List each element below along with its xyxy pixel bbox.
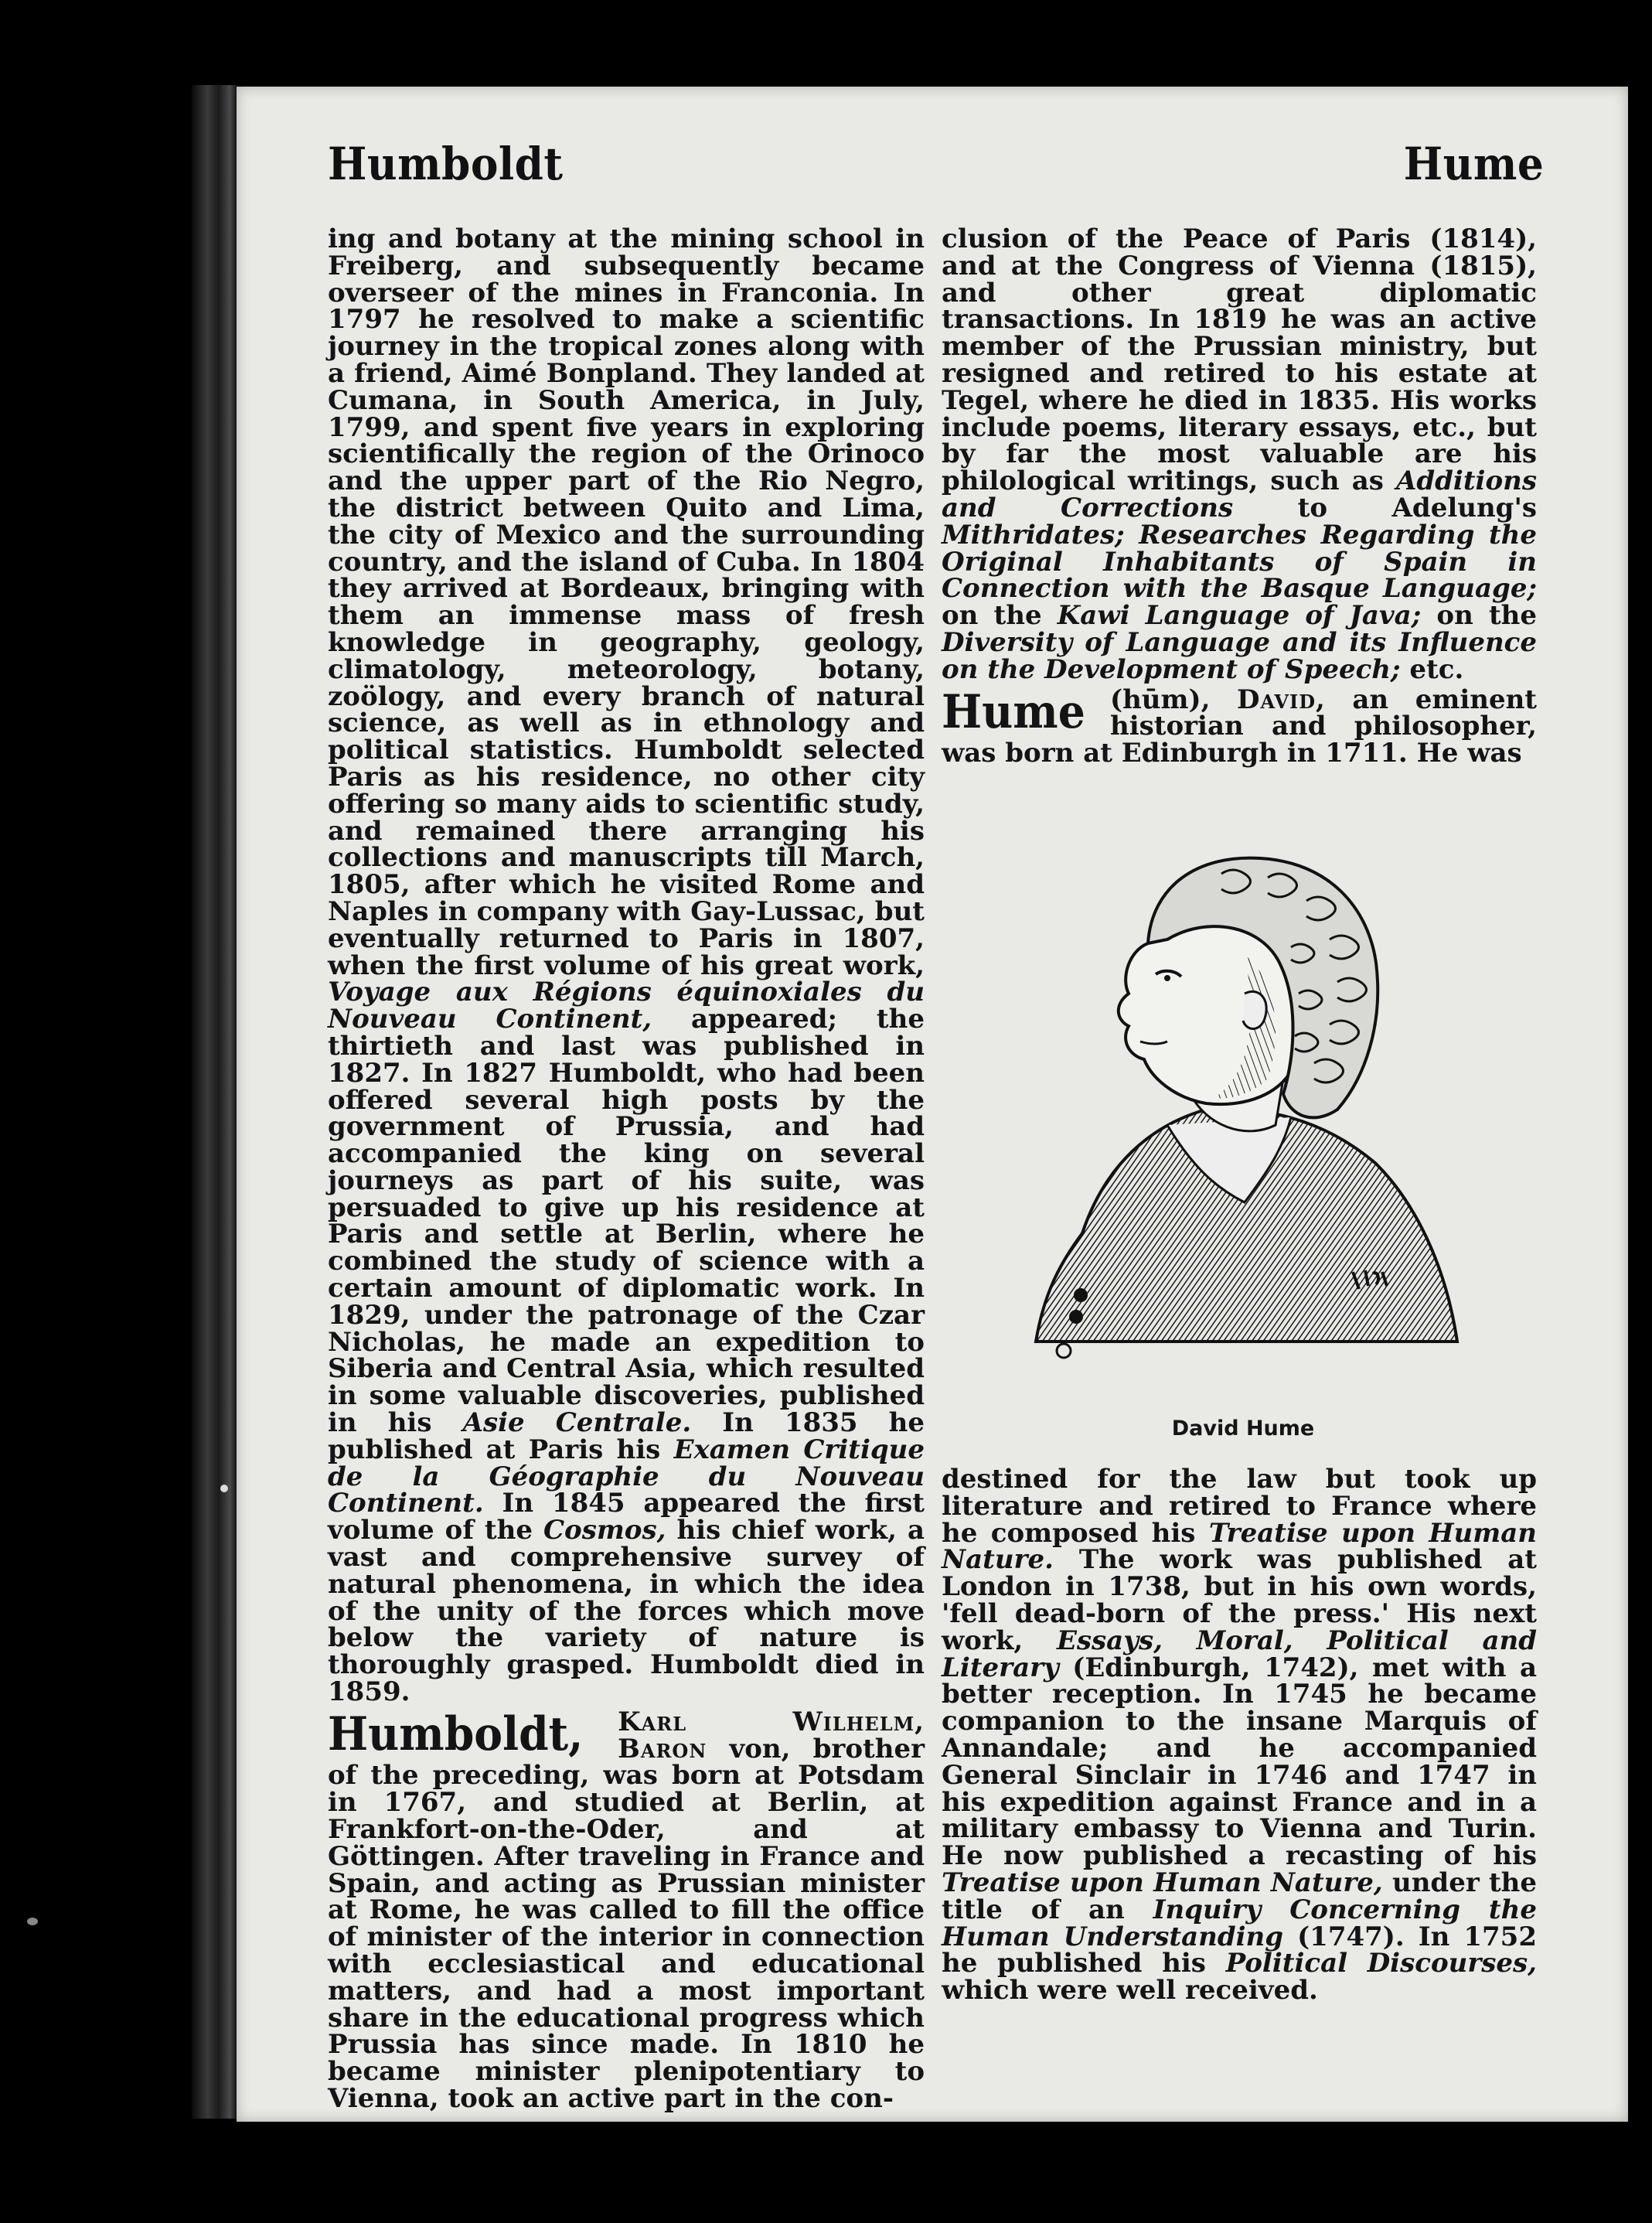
body-text: ing and botany at the mining school in Freiberg, and subsequently became overseer of the mines in Franconia. In 1797 he resolved to make a scientific journey in the tropical zones along with a friend, Aimé Bonpland. They landed at Cumana, in South America, in July, 1799, and spent five years in exploring scientifically the region of the Orinoco and the upper part of the Rio Negro, the district between Quito and Lima, the city of Mexico and the surrounding country, and the island of Cuba. In 1804 they arrived at Bordeaux, bringing with them an immense mass of fresh knowledge in geography, geology, climatology, meteorology, botany, zoölogy, and every branch of natural science, as well as in ethnology and political statistics. Humboldt selected Paris as his residence, no other city offering so many aids to scientific study, and remained there arranging his collections and manuscripts till March, 1805, after which he visited Rome and Naples in company with Gay-Lussac, but eventually returned to Paris in 1807, when the first volume of his great work, [328, 223, 925, 981]
body-text: In 1845 appeared the first volume of the [328, 1488, 925, 1546]
humboldt-wilhelm-entry [328, 1706, 925, 2114]
dust-speck [27, 1918, 38, 1925]
italic-title: Diversity of Language and its Influence on the Development of Speech; [942, 626, 1537, 685]
body-text: clusion of the Peace of Paris (1814), and at the Congress of Vienna (1815), and other great diplomatic transactions. In 1819 he was an active member of the Prussian ministry, but resigned and retired to his estate at Tegel, where he died in 1835. His works include poems, literary essays, etc., but by far the most valuable are his philological writings, such as [942, 223, 1537, 497]
entry-headword: Hume [942, 684, 1085, 739]
humboldt-alexander-entry [328, 223, 925, 1708]
entry-name: Karl Wilhelm, Baron [618, 1706, 925, 1764]
body-text: on the [942, 600, 1042, 632]
running-head-left: Humboldt [328, 138, 564, 190]
body-text: The work was published at London in 1738, but in his own words, 'fell dead-born of the press.' His next work, [942, 1544, 1537, 1656]
italic-title: Cosmos, [543, 1515, 666, 1546]
body-text: on the [1436, 600, 1537, 632]
body-text: etc. [1409, 653, 1464, 685]
body-text: destined for the law but took up literature and retired to France where he composed his [942, 1464, 1537, 1549]
italic-title: Kawi Language of Java; [1057, 600, 1422, 632]
left-column [328, 223, 925, 2114]
body-text: under the title of an [942, 1867, 1537, 1925]
dust-speck [220, 1485, 228, 1492]
italic-title: Treatise upon Human Nature. [942, 1517, 1537, 1576]
italic-title: Examen Critique de la Géographie du Nouveau Continent. [328, 1434, 925, 1519]
running-head-right: Hume [1403, 138, 1544, 190]
italic-title: Additions and Corrections [942, 465, 1538, 523]
right-column-bottom [942, 1466, 1537, 2004]
italic-title: Inquiry Concerning the Human Understanding [942, 1894, 1537, 1952]
hume-entry-continued [942, 1466, 1537, 2004]
body-text: to Adelung's [1297, 492, 1538, 523]
pronunciation: (hūm), [1109, 684, 1211, 715]
italic-title: Mithridates; Researches Regarding the Original Inhabitants of Spain in Connection with the Basque Language; [942, 519, 1537, 605]
book-spine-edge [192, 85, 237, 2119]
body-text: which were well received. [942, 1975, 1318, 2006]
body-text: von, brother of the preceding, was born at Potsdam in 1767, and studied at Berlin, at Frankfort-on-the-Oder, and at Göttingen. After traveling in France and Spain, and acting as Prussian minister at Rome, he was called to fill the office of minister of the interior in connection with ecclesiastical and educational matters, and had a most important share in the educational progress which Prussia has since made. In 1810 he became minister plenipotentiary to Vienna, took an active part in the con- [328, 1733, 925, 2114]
italic-title: Political Discourses, [1225, 1948, 1538, 1979]
italic-title: Voyage aux Régions équinoxiales du Nouveau Continent, [328, 977, 925, 1035]
italic-title: Asie Centrale. [462, 1407, 692, 1439]
entry-headword: Humboldt, [328, 1706, 584, 1761]
entry-name: David, [1236, 684, 1326, 715]
hume-entry [942, 684, 1538, 769]
right-column-top [942, 223, 1538, 769]
figure-caption: David Hume [1171, 1417, 1315, 1441]
italic-title: Essays, Moral, Political and Literary [942, 1625, 1537, 1683]
humboldt-wilhelm-continued [942, 223, 1538, 685]
body-text: (Edinburgh, 1742), met with a better reception. In 1745 he became companion to the insane Marquis of Annandale; and he accompanied General Sinclair in 1746 and 1747 in his expedition against France and in a military embassy to Vienna and Turin. He now published a recasting of his [942, 1652, 1537, 1872]
body-text: In 1835 he published at Paris his [328, 1407, 925, 1465]
body-text: appeared; the thirtieth and last was published in 1827. In 1827 Humboldt, who had been offered several high posts by the government of Prussia, and had accompanied the king on several journeys as part of his suite, was persuaded to give up his residence at Paris and settle at Berlin, where he combined the study of science with a certain amount of diplomatic work. In 1829, under the patronage of the Czar Nicholas, he made an expedition to Siberia and Central Asia, which resulted in some valuable discoveries, published in his [328, 1004, 925, 1439]
body-text: his chief work, a vast and comprehensive survey of natural phenomena, in which the idea of the unity of the forces which move below the variety of nature is thoroughly grasped. Humboldt died in 1859. [328, 1515, 925, 1708]
italic-title: Treatise upon Human Nature, [942, 1867, 1383, 1898]
body-text: (1747). In 1752 he published his [942, 1921, 1537, 1979]
body-text: an eminent historian and philosopher, was born at Edinburgh in 1711. He was [942, 684, 1538, 769]
engraved-portrait-of-david-hume [1013, 800, 1461, 1388]
